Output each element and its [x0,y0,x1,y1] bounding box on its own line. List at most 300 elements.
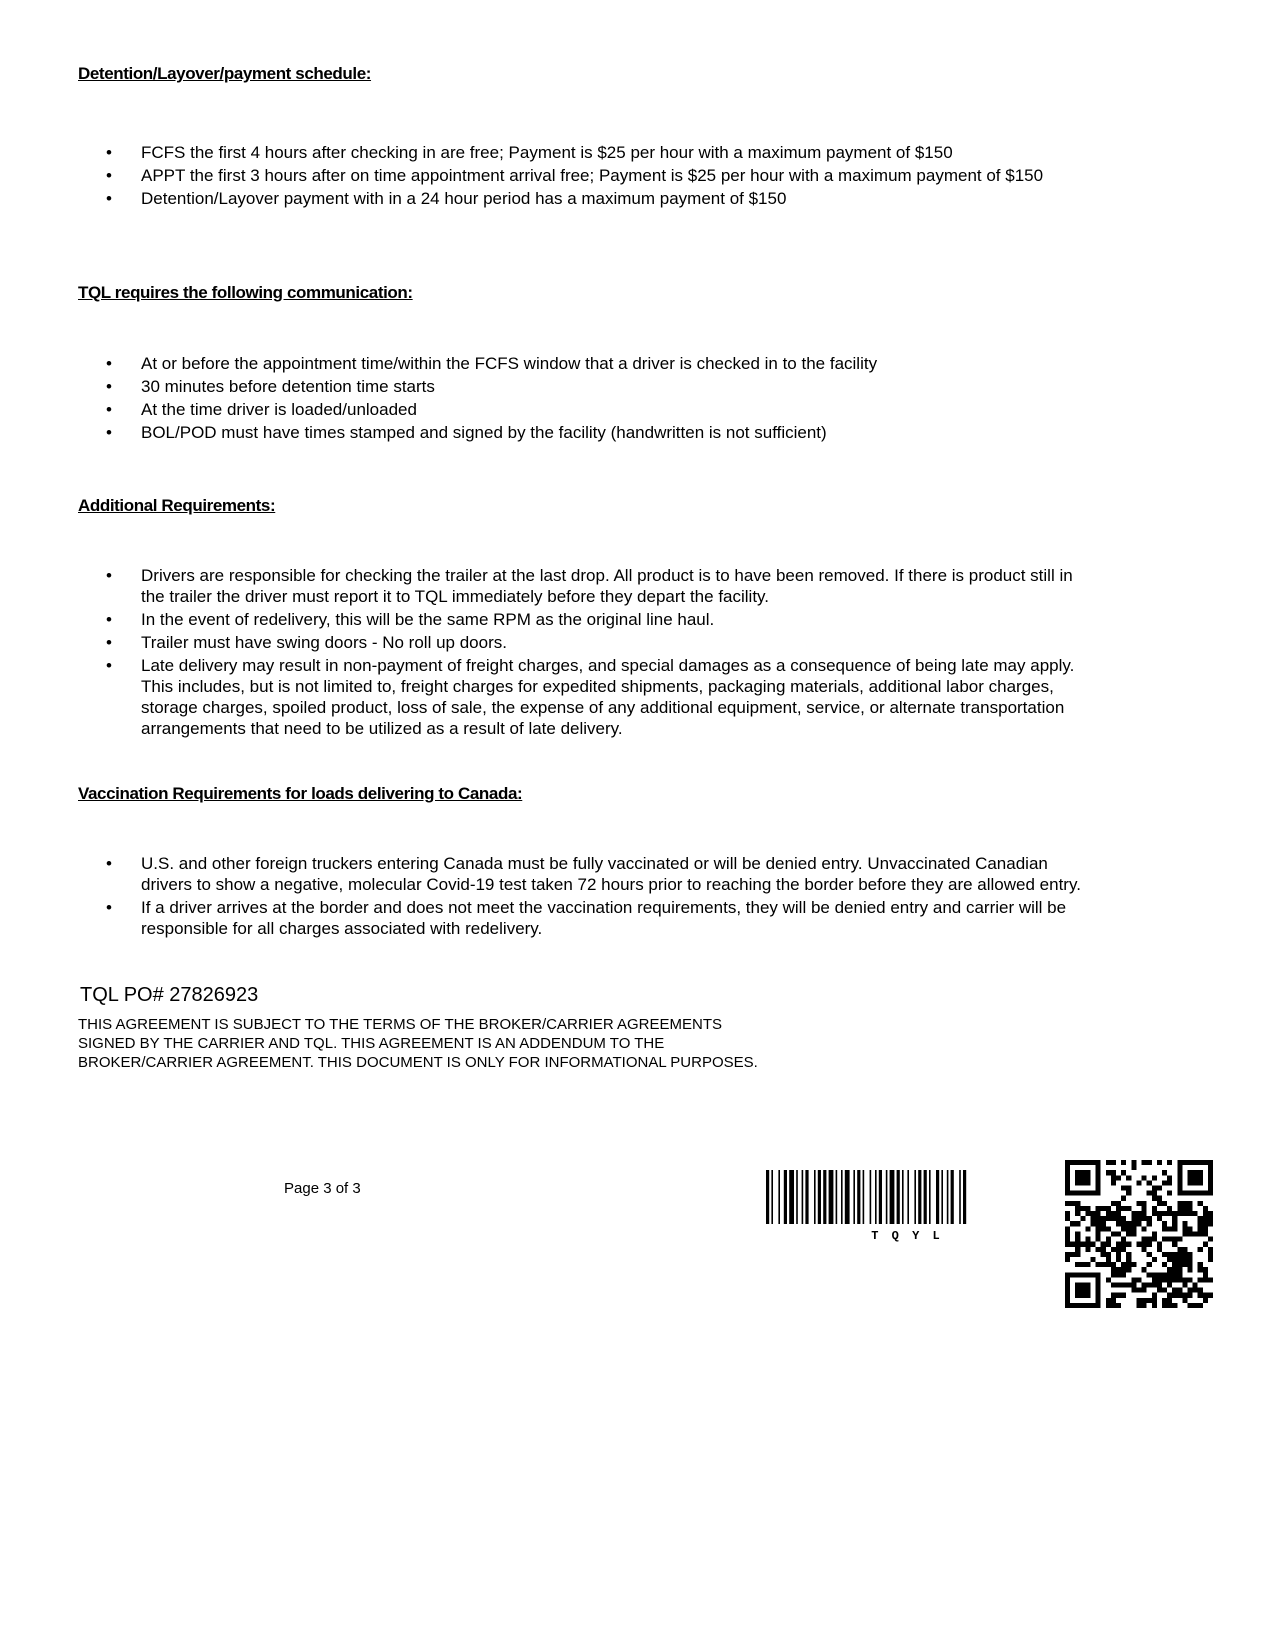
qr-module [1142,1175,1147,1180]
bullet-icon: • [106,166,112,185]
qr-module [1147,1191,1152,1196]
qr-module [1187,1201,1192,1206]
qr-module [1203,1226,1208,1231]
qr-module [1187,1267,1192,1272]
qr-module [1131,1211,1136,1216]
qr-module [1096,1211,1101,1216]
qr-module [1177,1160,1182,1196]
qr-module [1131,1262,1136,1267]
barcode-bar [796,1170,798,1224]
qr-module [1152,1277,1157,1282]
qr-module [1167,1298,1172,1303]
qr-module [1065,1272,1070,1308]
qr-module [1126,1221,1131,1226]
qr-module [1111,1170,1116,1175]
communication-list [100,353,1100,445]
qr-module [1085,1211,1090,1216]
qr-module [1116,1257,1121,1262]
bullet-icon: • [106,189,112,208]
qr-module [1198,1277,1203,1282]
qr-module [1126,1282,1131,1287]
qr-module [1147,1242,1152,1247]
qr-module [1116,1242,1121,1247]
qr-module [1085,1262,1090,1267]
qr-module [1065,1252,1070,1257]
qr-module [1152,1298,1157,1303]
qr-module [1126,1257,1131,1262]
list-item: • Late delivery may result in non-payment of freight charges, and special damages as a consequence of being late may apply. This includes, but is not limited to, freight charges for expedited shipments, packaging materials, additional labor charges, storage charges, spoiled product, loss of sale, the expense of any additional equipment, service, or alternate transportation arrangements that need to be utilized as a result of late delivery. [106,656,1075,738]
qr-module [1172,1211,1177,1216]
qr-module [1157,1160,1162,1165]
barcode-bar [870,1170,872,1224]
barcode-icon [766,1170,1048,1244]
qr-module [1172,1262,1177,1267]
qr-module [1152,1257,1157,1262]
section-heading-detention: Detention/Layover/payment schedule: [78,64,372,83]
list-item: • Detention/Layover payment with in a 24 hour period has a maximum payment of $150 [106,189,787,208]
qr-module [1162,1298,1167,1303]
qr-module [1106,1257,1111,1262]
qr-module [1147,1237,1152,1242]
qr-module [1187,1262,1192,1267]
qr-module [1096,1226,1101,1231]
qr-module [1172,1303,1177,1308]
qr-module [1085,1242,1090,1247]
qr-module [1172,1293,1177,1298]
qr-module [1172,1221,1177,1226]
barcode-bar [789,1170,794,1224]
qr-module [1142,1237,1147,1242]
qr-module [1096,1231,1101,1236]
qr-module [1198,1216,1203,1221]
qr-module [1080,1206,1085,1211]
qr-module [1101,1252,1106,1257]
qr-module [1142,1206,1147,1211]
barcode-bar [890,1170,895,1224]
qr-module [1065,1211,1070,1216]
qr-module [1198,1293,1203,1298]
qr-module [1167,1272,1172,1277]
list-item: • FCFS the first 4 hours after checking in are free; Payment is $25 per hour with a maximum payment of $150 [106,143,953,162]
qr-module [1162,1237,1167,1242]
qr-module [1065,1160,1101,1165]
qr-module [1101,1247,1106,1252]
qr-module [1142,1226,1147,1231]
barcode-bar [845,1170,850,1224]
qr-module [1182,1282,1187,1287]
barcode-bar [841,1170,843,1224]
qr-module [1172,1237,1177,1242]
qr-module [1126,1242,1131,1247]
qr-module [1080,1262,1085,1267]
qr-module [1116,1267,1121,1272]
qr-module [1157,1201,1162,1206]
qr-module [1162,1221,1167,1226]
qr-module [1091,1242,1096,1247]
qr-module [1152,1231,1157,1236]
qr-module [1075,1282,1090,1297]
qr-module [1177,1211,1182,1216]
qr-module [1121,1186,1126,1191]
qr-module [1182,1293,1187,1298]
qr-module [1065,1160,1070,1196]
qr-module [1142,1288,1147,1293]
qr-module [1177,1247,1182,1252]
qr-module [1157,1247,1162,1252]
qr-module [1157,1211,1162,1216]
qr-module [1131,1221,1136,1226]
qr-module [1203,1277,1208,1282]
qr-module [1121,1196,1126,1201]
qr-module [1075,1247,1080,1252]
qr-module [1136,1216,1141,1221]
qr-module [1162,1288,1167,1293]
barcode-bar [936,1170,939,1224]
qr-module [1101,1262,1106,1267]
qr-module [1106,1216,1111,1221]
qr-module [1121,1216,1126,1221]
qr-module [1152,1237,1157,1242]
detention-list [100,142,1100,211]
qr-module [1167,1267,1172,1272]
barcode-bar [771,1170,773,1224]
qr-module [1167,1237,1172,1242]
barcode-bar [802,1170,804,1224]
qr-module [1126,1262,1131,1267]
bullet-icon: • [106,854,112,873]
qr-module [1075,1242,1080,1247]
qr-module [1111,1175,1116,1180]
list-item: • At the time driver is loaded/unloaded [106,400,417,419]
qr-module [1096,1221,1101,1226]
qr-module [1116,1282,1121,1287]
qr-module [1187,1293,1192,1298]
bullet-icon: • [106,354,112,373]
qr-module [1167,1175,1172,1180]
qr-module [1091,1211,1096,1216]
qr-module [1193,1303,1198,1308]
qr-module [1111,1298,1116,1303]
qr-module [1136,1242,1141,1247]
qr-module [1182,1262,1187,1267]
qr-module [1065,1257,1070,1262]
qr-module [1101,1221,1106,1226]
list-item: • APPT the first 3 hours after on time appointment arrival free; Payment is $25 per hour with a maximum payment of $150 [106,166,1044,185]
qr-module [1116,1221,1121,1226]
qr-module [1152,1282,1157,1287]
qr-module [1198,1226,1203,1231]
qr-module [1111,1216,1116,1221]
qr-module [1131,1282,1136,1287]
qr-module [1106,1298,1111,1303]
qr-module [1193,1231,1198,1236]
qr-module [1147,1221,1152,1226]
qr-module [1208,1221,1213,1226]
qr-module [1203,1298,1208,1303]
qr-module [1157,1186,1162,1191]
qr-module [1172,1226,1177,1231]
qr-module [1075,1206,1080,1211]
qr-module [1167,1257,1172,1262]
barcode-bar [907,1170,909,1224]
qr-module [1085,1226,1090,1231]
qr-module [1111,1201,1116,1206]
qr-module [1121,1267,1126,1272]
qr-module [1085,1247,1090,1252]
qr-module [1203,1242,1208,1247]
qr-module [1142,1201,1147,1206]
qr-module [1182,1231,1187,1236]
barcode-bar [805,1170,808,1224]
qr-module [1065,1191,1101,1196]
qr-module [1121,1221,1126,1226]
qr-module [1198,1201,1203,1206]
qr-module [1157,1288,1162,1293]
list-item: • At or before the appointment time/within the FCFS window that a driver is checked in to the facility [106,354,878,373]
qr-module [1111,1303,1116,1308]
qr-module [1121,1237,1126,1242]
qr-module [1121,1293,1126,1298]
qr-module [1152,1272,1157,1277]
qr-module [1167,1277,1172,1282]
qr-module [1142,1303,1147,1308]
qr-module [1121,1170,1126,1175]
qr-module [1187,1277,1192,1282]
section-heading-vaccination: Vaccination Requirements for loads delivering to Canada: [78,784,523,803]
qr-module [1131,1226,1136,1231]
qr-module [1152,1211,1157,1216]
qr-module [1136,1288,1141,1293]
qr-module [1177,1277,1182,1282]
qr-module [1126,1175,1131,1180]
qr-module [1152,1191,1157,1196]
qr-module [1091,1257,1096,1262]
qr-module [1111,1272,1116,1277]
qr-module [1116,1211,1121,1216]
qr-module [1157,1196,1162,1201]
qr-module [1198,1303,1203,1308]
qr-module [1203,1221,1208,1226]
qr-module [1187,1257,1192,1262]
qr-module [1157,1272,1162,1277]
qr-module [1162,1170,1167,1175]
qr-module [1172,1288,1177,1293]
qr-module [1208,1247,1213,1252]
qr-module [1126,1186,1131,1191]
qr-module [1065,1231,1070,1236]
qr-module [1193,1282,1198,1287]
qr-module [1116,1175,1121,1180]
qr-module [1106,1277,1111,1282]
barcode-caption: T Q Y L [871,1229,943,1243]
qr-module [1167,1206,1172,1211]
qr-module [1187,1170,1202,1185]
qr-module [1157,1242,1162,1247]
qr-module [1172,1257,1177,1262]
qr-module [1096,1160,1101,1196]
barcode-bar [853,1170,855,1224]
qr-module [1167,1211,1172,1216]
po-number: TQL PO# 27826923 [80,984,259,1006]
qr-module [1182,1226,1187,1231]
qr-module [1157,1216,1162,1221]
qr-module [1162,1211,1167,1216]
barcode-bar [836,1170,838,1224]
qr-module [1065,1303,1101,1308]
barcode-bar [914,1170,916,1224]
qr-module [1147,1282,1152,1287]
qr-module [1116,1231,1121,1236]
qr-module [1106,1262,1111,1267]
bullet-icon: • [106,423,112,442]
qr-module [1182,1211,1187,1216]
qr-module [1187,1288,1192,1293]
vaccination-list [100,853,1100,941]
qr-module [1065,1201,1070,1206]
qr-module [1198,1288,1203,1293]
qr-module [1177,1201,1182,1206]
qr-module [1121,1226,1126,1231]
qr-module [1126,1252,1131,1257]
qr-module [1152,1293,1157,1298]
qr-module [1152,1186,1157,1191]
qr-module [1121,1160,1126,1165]
qr-module [1075,1201,1080,1206]
qr-module [1116,1252,1121,1257]
qr-module [1116,1293,1121,1298]
qr-module [1131,1165,1136,1170]
qr-module [1085,1237,1090,1242]
qr-module [1167,1226,1172,1231]
qr-module [1198,1267,1203,1272]
qr-module [1101,1242,1106,1247]
qr-module [1096,1272,1101,1308]
qr-module [1147,1180,1152,1185]
qr-module [1121,1242,1126,1247]
qr-module [1203,1267,1208,1272]
qr-module [1182,1277,1187,1282]
qr-module [1208,1293,1213,1298]
page-number: Page 3 of 3 [284,1180,361,1197]
qr-module [1193,1288,1198,1293]
qr-module [1126,1267,1131,1272]
barcode-bar [924,1170,927,1224]
qr-module [1203,1216,1208,1221]
bullet-icon: • [106,610,112,629]
qr-module [1203,1293,1208,1298]
qr-module [1096,1216,1101,1221]
qr-module [1162,1262,1167,1267]
qr-module [1177,1206,1182,1211]
qr-module [1147,1262,1152,1267]
qr-module [1182,1221,1187,1226]
qr-module [1111,1247,1116,1252]
qr-module [1096,1237,1101,1242]
qr-module [1182,1257,1187,1262]
qr-module [1106,1206,1111,1211]
qr-module [1075,1237,1080,1242]
barcode-bar [814,1170,816,1224]
qr-module [1177,1288,1182,1293]
list-item: • BOL/POD must have times stamped and signed by the facility (handwritten is not sufficient) [106,423,827,442]
qr-module [1177,1257,1182,1262]
bullet-icon: • [106,377,112,396]
qr-module [1101,1206,1106,1211]
qr-module [1152,1303,1157,1308]
qr-module [1121,1272,1126,1277]
barcode-bar [857,1170,860,1224]
barcode-bar [829,1170,834,1224]
qr-module [1106,1226,1111,1231]
barcode-bar [959,1170,961,1224]
qr-module [1198,1262,1203,1267]
qr-module [1208,1237,1213,1242]
qr-module [1096,1206,1101,1211]
qr-module [1147,1252,1152,1257]
qr-module [1070,1221,1075,1226]
qr-module [1162,1201,1167,1206]
qr-module [1172,1252,1177,1257]
qr-module [1080,1242,1085,1247]
list-item: • In the event of redelivery, this will be the same RPM as the original line haul. [106,610,715,629]
qr-module [1208,1277,1213,1282]
qr-module [1080,1216,1085,1221]
qr-module [1116,1247,1121,1252]
qr-module [1116,1201,1121,1206]
qr-module [1177,1267,1182,1272]
qr-module [1065,1237,1070,1242]
qr-module [1065,1272,1101,1277]
section-heading-additional: Additional Requirements: [78,496,276,515]
qr-module [1182,1298,1187,1303]
qr-module [1172,1242,1177,1247]
qr-module [1091,1221,1096,1226]
qr-module [1136,1201,1141,1206]
qr-module [1187,1231,1192,1236]
qr-module [1147,1272,1152,1277]
qr-module [1131,1216,1136,1221]
qr-module [1172,1272,1177,1277]
qr-module [1177,1272,1182,1277]
qr-module [1182,1201,1187,1206]
qr-module [1131,1277,1136,1282]
qr-module [1111,1262,1116,1267]
qr-module [1162,1226,1167,1231]
qr-module [1116,1206,1121,1211]
qr-module [1136,1277,1141,1282]
qr-module [1167,1303,1172,1308]
barcode-bar [863,1170,865,1224]
qr-module [1198,1221,1203,1226]
list-item: • If a driver arrives at the border and does not meet the vaccination requirements, they will be denied entry and carrier will be responsible for all charges associated with redelivery. [106,898,1067,938]
qr-module [1106,1252,1111,1257]
qr-module [1131,1288,1136,1293]
qr-module [1162,1180,1167,1185]
qr-module [1167,1293,1172,1298]
barcode-bar [929,1170,931,1224]
qr-module [1203,1206,1208,1211]
list-item: • U.S. and other foreign truckers entering Canada must be fully vaccinated or will be denied entry. Unvaccinated Canadian drivers to show a negative, molecular Covid-19 test taken 72 hours prior to reaching the border before they are allowed entry. [106,854,1081,894]
qr-module [1126,1206,1131,1211]
qr-module [1187,1206,1192,1211]
qr-module [1208,1211,1213,1216]
qr-module [1167,1191,1172,1196]
qr-module [1075,1231,1080,1236]
barcode-bar [902,1170,904,1224]
qr-module [1172,1277,1177,1282]
qr-module [1157,1282,1162,1287]
qr-module [1157,1277,1162,1282]
